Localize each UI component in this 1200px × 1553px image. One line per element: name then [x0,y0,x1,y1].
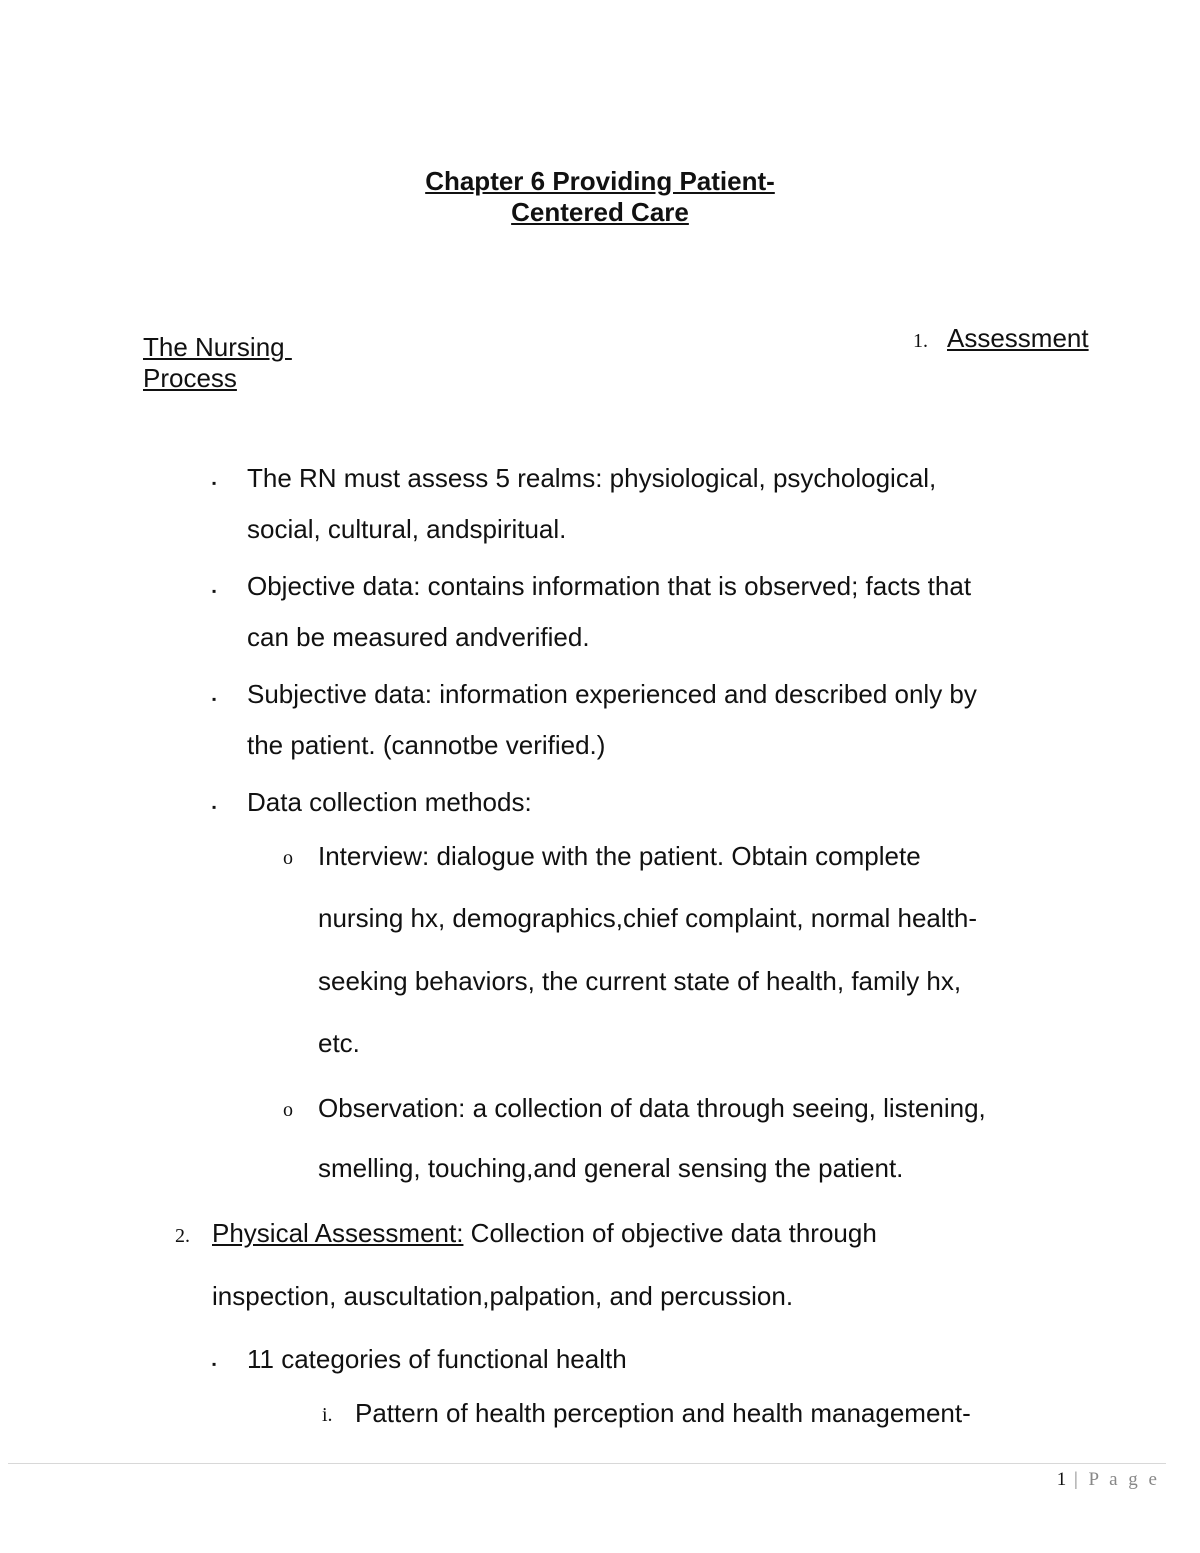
page-label: P a g e [1088,1469,1160,1490]
step2-label: Physical Assessment: [212,1218,464,1248]
step2-text: Collection of objective data through [463,1218,877,1248]
sub-bullet-text-line: seeking behaviors, the current state of health, family hx, [318,966,962,996]
sub-bullet-text-line: Interview: dialogue with the patient. Obtain complete [318,841,921,871]
bullet-text-line: Data collection methods: [247,787,532,817]
step1-label: Assessment [947,323,1089,353]
document-title-line1: Chapter 6 Providing Patient- [425,166,775,196]
bullet-icon: ▪ [212,1357,217,1371]
functional-health-bullet: 11 categories of functional health [247,1344,627,1374]
bullet-text-line: the patient. (cannotbe verified.) [247,730,606,760]
bullet-icon: ▪ [212,584,217,598]
page-number: 1 [1056,1469,1067,1490]
document-title-line2: Centered Care [511,197,689,227]
step1-number: 1. [913,330,928,352]
step2-number: 2. [175,1225,190,1247]
bullet-icon: ▪ [212,692,217,706]
bullet-text-line: social, cultural, andspiritual. [247,514,567,544]
page-footer [1057,1469,1160,1491]
bullet-icon: ▪ [212,476,217,490]
sub-bullet-text-line: smelling, touching,and general sensing the patient. [318,1153,904,1183]
section-heading-line1: The Nursing [143,332,292,362]
functional-health-item-number: i. [322,1404,333,1426]
bullet-text-line: The RN must assess 5 realms: physiological, psychological, [247,463,937,493]
bullet-icon: ▪ [212,800,217,814]
bullet-text-line: Objective data: contains information that is observed; facts that [247,571,972,601]
section-heading-line2: Process [143,363,237,393]
step2-line1 [212,1218,877,1249]
bullet-text-line: Subjective data: information experienced and described only by [247,679,977,709]
step2-line2: inspection, auscultation,palpation, and percussion. [212,1281,794,1311]
sub-bullet-text-line: nursing hx, demographics,chief complaint, normal health- [318,903,978,933]
functional-health-item-text: Pattern of health perception and health management- [355,1398,971,1428]
sub-bullet-text-line: etc. [318,1028,360,1058]
footer-separator: | [1066,1469,1089,1490]
sub-bullet-icon: o [283,1099,293,1121]
sub-bullet-text-line: Observation: a collection of data through seeing, listening, [318,1093,986,1123]
bullet-text-line: can be measured andverified. [247,622,590,652]
sub-bullet-icon: o [283,847,293,869]
footer-divider [8,1463,1166,1464]
